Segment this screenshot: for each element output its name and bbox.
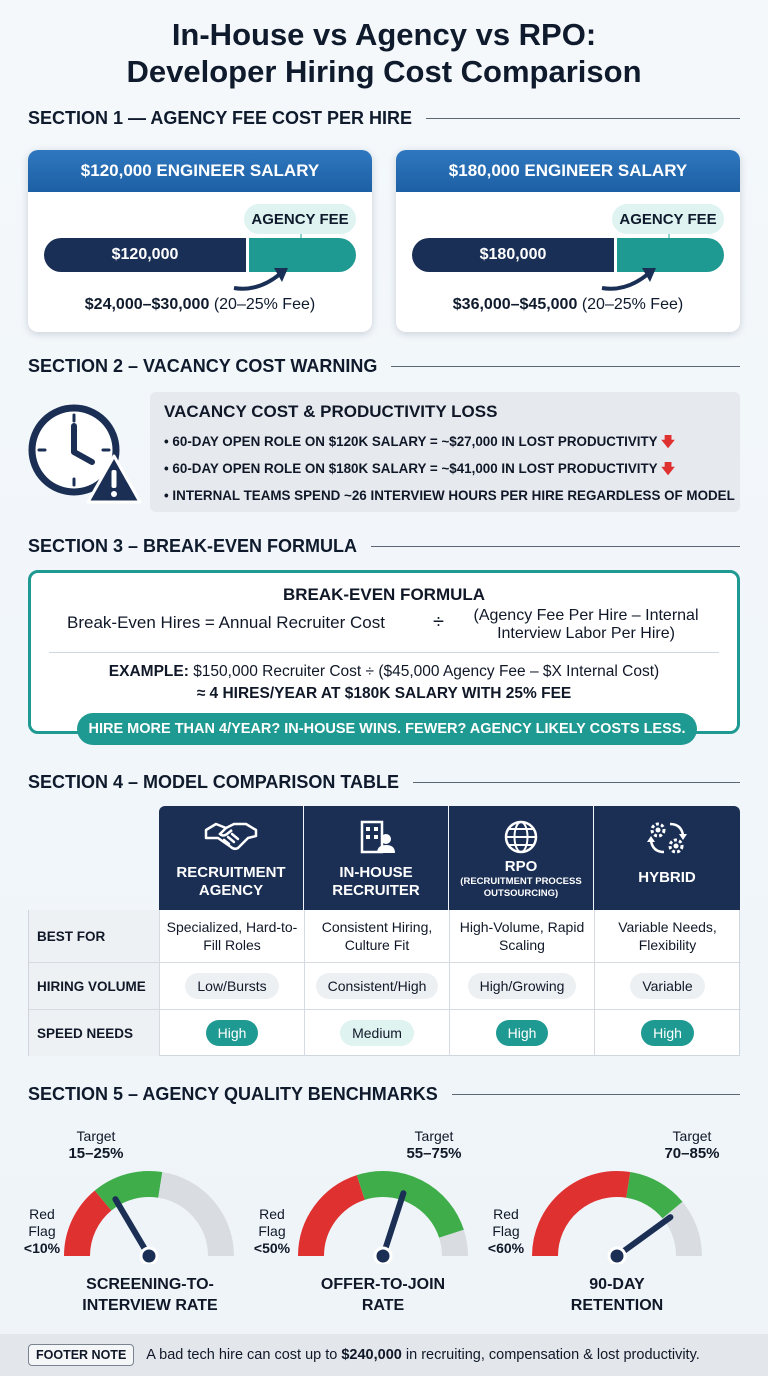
gauge-dial bbox=[522, 1164, 712, 1264]
value-pill: Medium bbox=[340, 1020, 414, 1046]
row-label: HIRING VOLUME bbox=[29, 963, 160, 1009]
footer-tag: FOOTER NOTE bbox=[28, 1344, 134, 1366]
example-result: ≈ 4 HIRES/YEAR AT $180K SALARY WITH 25% FEE bbox=[196, 685, 572, 702]
divider bbox=[49, 652, 719, 653]
section-2-heading-text: SECTION 2 – VACANCY COST WARNING bbox=[28, 355, 378, 376]
footer-text: A bad tech hire can cost up to bbox=[146, 1347, 338, 1363]
table-cell bbox=[595, 963, 740, 1009]
row-label: SPEED NEEDS bbox=[29, 1010, 160, 1056]
value-pill: Variable bbox=[630, 973, 704, 999]
column-header-hybrid bbox=[594, 806, 740, 910]
red-flag-value: <10% bbox=[23, 1240, 61, 1256]
gauge-red-flag bbox=[20, 1206, 64, 1257]
table-row bbox=[29, 1009, 741, 1056]
vacancy-cost-box bbox=[150, 392, 740, 512]
handshake-icon bbox=[204, 818, 258, 852]
gauge-name bbox=[50, 1274, 250, 1316]
example-label: EXAMPLE: bbox=[108, 663, 189, 680]
target-label: Target bbox=[672, 1128, 712, 1144]
section-1-heading-text: SECTION 1 — AGENCY FEE COST PER HIRE bbox=[28, 107, 413, 128]
page-title bbox=[0, 16, 768, 90]
vacancy-item: • 60-DAY OPEN ROLE ON $120K SALARY = ~$27,000 IN LOST PRODUCTIVITY 🡇 bbox=[164, 434, 675, 449]
agency-fee-tag: AGENCY FEE bbox=[244, 204, 356, 234]
gauge-screening bbox=[0, 1124, 256, 1324]
gauge-retention bbox=[487, 1124, 768, 1324]
curved-arrow-icon bbox=[228, 258, 298, 294]
formula-left: Break-Even Hires = Annual Recruiter Cost bbox=[67, 613, 385, 632]
section-4-heading bbox=[28, 770, 740, 794]
table-cell bbox=[450, 1010, 595, 1056]
gauge-target bbox=[60, 1128, 132, 1162]
table-cell bbox=[160, 963, 305, 1009]
section-3-heading-text: SECTION 3 – BREAK-EVEN FORMULA bbox=[28, 535, 358, 556]
formula-right-line-1: (Agency Fee Per Hire – Internal bbox=[473, 607, 699, 624]
table-cell bbox=[305, 963, 450, 1009]
model-comparison-table bbox=[28, 806, 740, 1056]
table-cell: High-Volume, Rapid Scaling bbox=[450, 910, 595, 962]
curved-arrow-icon bbox=[596, 258, 666, 294]
title-line-1: In-House vs Agency vs RPO: bbox=[171, 17, 597, 52]
salary-bar: $120,000 bbox=[44, 238, 246, 272]
red-flag-label: Flag bbox=[28, 1223, 56, 1239]
gauge-name-line: INTERVIEW RATE bbox=[82, 1297, 218, 1314]
column-subtitle: (RECRUITMENT PROCESS OUTSOURCING) bbox=[460, 876, 582, 899]
gears-cycle-icon bbox=[645, 818, 689, 858]
footer-text: in recruiting, compensation & lost productivity. bbox=[405, 1347, 700, 1363]
value-pill: Low/Bursts bbox=[185, 973, 278, 999]
section-5-heading-text: SECTION 5 – AGENCY QUALITY BENCHMARKS bbox=[28, 1083, 438, 1104]
column-title: IN-HOUSE bbox=[339, 864, 413, 881]
globe-icon bbox=[502, 818, 540, 856]
title-line-2: Developer Hiring Cost Comparison bbox=[126, 54, 642, 89]
target-label: Target bbox=[414, 1128, 454, 1144]
column-title: HYBRID bbox=[638, 869, 696, 886]
gauge-red-flag bbox=[250, 1206, 294, 1257]
vacancy-cost-title: VACANCY COST & PRODUCTIVITY LOSS bbox=[164, 402, 498, 421]
down-arrow-icon: 🡇 bbox=[661, 434, 675, 449]
gauge-name-line: SCREENING-TO- bbox=[86, 1276, 214, 1293]
table-cell bbox=[160, 1010, 305, 1056]
value-pill: High/Growing bbox=[468, 973, 577, 999]
gauge-name-line: RATE bbox=[361, 1297, 405, 1314]
vacancy-item: • 60-DAY OPEN ROLE ON $180K SALARY = ~$41,000 IN LOST PRODUCTIVITY 🡇 bbox=[164, 461, 675, 476]
red-flag-value: <60% bbox=[487, 1240, 525, 1256]
target-range: 55–75% bbox=[406, 1145, 462, 1162]
building-person-icon bbox=[356, 818, 396, 854]
table-row bbox=[29, 910, 741, 962]
red-flag-label: Flag bbox=[258, 1223, 286, 1239]
heading-rule bbox=[413, 782, 740, 783]
table-cell: Consistent Hiring, Culture Fit bbox=[305, 910, 450, 962]
fee-range-value: $24,000–$30,000 bbox=[84, 296, 210, 313]
table-cell: Variable Needs, Flexibility bbox=[618, 919, 717, 953]
red-flag-label: Flag bbox=[492, 1223, 520, 1239]
column-title: RECRUITMENT bbox=[176, 864, 286, 881]
gauge-offer-to-join bbox=[253, 1124, 512, 1324]
section-2-heading bbox=[28, 354, 740, 378]
column-title: RECRUITER bbox=[332, 882, 420, 899]
table-cell bbox=[450, 963, 595, 1009]
formula-right bbox=[456, 607, 716, 643]
vacancy-item-text: INTERNAL TEAMS SPEND ~26 INTERVIEW HOURS PER HIRE REGARDLESS OF MODEL bbox=[172, 488, 735, 503]
footer-note bbox=[146, 1347, 700, 1363]
heading-rule bbox=[391, 366, 740, 367]
break-even-example bbox=[31, 661, 737, 705]
gauge-name bbox=[517, 1274, 717, 1316]
target-range: 15–25% bbox=[68, 1145, 124, 1162]
gauge-name bbox=[283, 1274, 483, 1316]
salary-card-180k bbox=[396, 150, 740, 332]
heading-rule bbox=[426, 118, 740, 119]
fee-range-note: (20–25% Fee) bbox=[213, 296, 316, 313]
gauge-name-line: RETENTION bbox=[570, 1297, 664, 1314]
salary-card-header: $180,000 ENGINEER SALARY bbox=[396, 150, 740, 192]
divide-sign: ÷ bbox=[433, 611, 444, 633]
vacancy-item: • INTERNAL TEAMS SPEND ~26 INTERVIEW HOURS PER HIRE REGARDLESS OF MODEL bbox=[164, 488, 735, 503]
fee-range-text bbox=[28, 296, 372, 314]
table-body bbox=[28, 910, 740, 1056]
salary-bar: $180,000 bbox=[412, 238, 614, 272]
section-4-heading-text: SECTION 4 – MODEL COMPARISON TABLE bbox=[28, 771, 400, 792]
footer bbox=[0, 1334, 768, 1376]
gauge-target bbox=[656, 1128, 728, 1162]
value-pill: High bbox=[496, 1020, 549, 1046]
formula-right-line-2: Interview Labor Per Hire) bbox=[497, 625, 675, 642]
red-flag-label: Red bbox=[29, 1206, 55, 1222]
example-text: $150,000 Recruiter Cost ÷ ($45,000 Agency Fee – $X Internal Cost) bbox=[193, 663, 660, 680]
vacancy-item-text: 60-DAY OPEN ROLE ON $120K SALARY = ~$27,000 IN LOST PRODUCTIVITY bbox=[172, 434, 658, 449]
fee-range-text bbox=[396, 296, 740, 314]
column-header-rpo bbox=[449, 806, 593, 910]
target-label: Target bbox=[76, 1128, 116, 1144]
red-flag-label: Red bbox=[259, 1206, 285, 1222]
column-title: RPO bbox=[504, 858, 538, 875]
section-3-heading bbox=[28, 534, 740, 558]
gauge-dial bbox=[288, 1164, 478, 1264]
value-pill: Consistent/High bbox=[316, 973, 439, 999]
break-even-box bbox=[28, 570, 740, 737]
section-1-heading bbox=[28, 106, 740, 130]
gauge-red-flag bbox=[484, 1206, 528, 1257]
column-header-agency bbox=[159, 806, 303, 910]
table-row bbox=[29, 962, 741, 1009]
column-title: AGENCY bbox=[198, 882, 264, 899]
target-range: 70–85% bbox=[664, 1145, 720, 1162]
salary-card-120k bbox=[28, 150, 372, 332]
gauge-dial bbox=[54, 1164, 244, 1264]
clock-warning-icon bbox=[26, 402, 142, 506]
table-cell bbox=[305, 1010, 450, 1056]
down-arrow-icon: 🡇 bbox=[661, 461, 675, 476]
agency-fee-tag: AGENCY FEE bbox=[612, 204, 724, 234]
gauge-name-line: OFFER-TO-JOIN bbox=[320, 1276, 446, 1293]
section-5-heading bbox=[28, 1082, 740, 1106]
table-cell bbox=[595, 1010, 740, 1056]
heading-rule bbox=[452, 1094, 740, 1095]
column-header-in-house bbox=[304, 806, 448, 910]
red-flag-value: <50% bbox=[253, 1240, 291, 1256]
break-even-title: BREAK-EVEN FORMULA bbox=[282, 585, 486, 604]
fee-range-value: $36,000–$45,000 bbox=[452, 296, 578, 313]
value-pill: High bbox=[641, 1020, 694, 1046]
value-pill: High bbox=[206, 1020, 259, 1046]
gauge-name-line: 90-DAY bbox=[589, 1276, 645, 1293]
heading-rule bbox=[371, 546, 740, 547]
salary-card-header: $120,000 ENGINEER SALARY bbox=[28, 150, 372, 192]
gauge-target bbox=[398, 1128, 470, 1162]
red-flag-label: Red bbox=[493, 1206, 519, 1222]
break-even-banner: HIRE MORE THAN 4/YEAR? IN-HOUSE WINS. FEWER? AGENCY LIKELY COSTS LESS. bbox=[77, 713, 697, 745]
footer-amount: $240,000 bbox=[341, 1347, 402, 1363]
row-label: BEST FOR bbox=[29, 910, 160, 962]
vacancy-item-text: 60-DAY OPEN ROLE ON $180K SALARY = ~$41,000 IN LOST PRODUCTIVITY bbox=[172, 461, 658, 476]
table-cell: Specialized, Hard-to-Fill Roles bbox=[160, 910, 305, 962]
fee-range-note: (20–25% Fee) bbox=[581, 296, 684, 313]
